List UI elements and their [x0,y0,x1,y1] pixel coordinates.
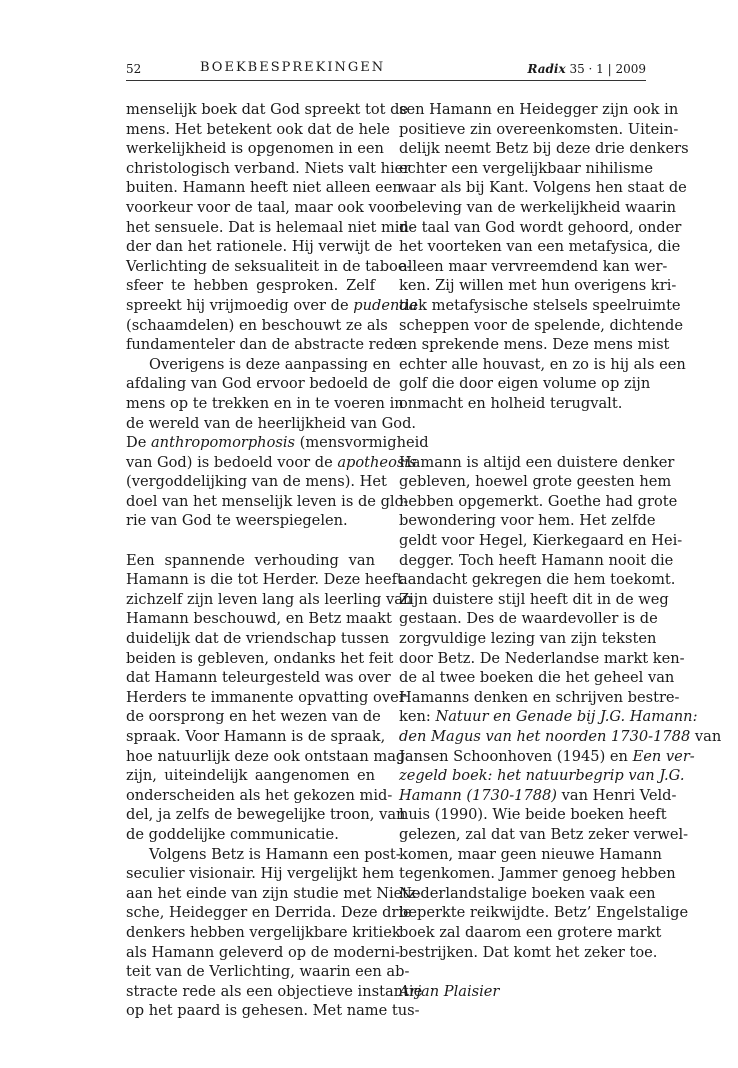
paragraph-gap [399,962,648,982]
text-line: dat Hamann teleurgesteld was over [126,669,391,687]
text-line: huis (1990). Wie beide boeken heeft [399,806,667,824]
text-line: zijn, uiteindelijk aangenomen en [126,767,375,785]
text-line: geldt voor Hegel, Kierkegaard en Hei- [399,532,683,550]
text-line: doel van het menselijk leven is de glo- [126,492,409,510]
text-line: sche, Heidegger en Derrida. Deze drie [126,904,412,922]
text-line-with-title [399,727,722,747]
text-line-with-emphasis: spreekt hij vrijmoedig over de pudenda [126,296,418,314]
text-fragment: ken: [399,708,431,726]
journal-issue: 35 · 1 | 2009 [569,62,646,76]
text-line: stracte rede als een objectieve instantie [126,982,423,1000]
text-line: Nederlandstalige boeken vaak een [399,884,656,902]
text-line: het sensuele. Dat is helemaal niet min- [126,218,414,236]
journal-info [527,62,646,76]
text-line: gelezen, zal dat van Betz zeker verwel- [399,825,689,843]
emphasis-anthropomorphosis: anthropomorphosis [150,434,296,452]
text-line: tegenkomen. Jammer genoeg hebben [399,865,676,883]
text-line: de taal van God wordt gehoord, onder [399,218,682,236]
text-line: hoe natuurlijk deze ook ontstaan mag [126,747,406,765]
text-line: komen, maar geen nieuwe Hamann [399,845,662,863]
text-line: seculier visionair. Hij vergelijkt hem [126,865,395,883]
text-line: beleving van de werkelijkheid waarin [399,198,677,216]
text-line: Hamann is altijd een duistere denker [399,453,675,471]
text-line: Hamann is die tot Herder. Deze heeft [126,571,403,589]
paragraph-gap [126,531,375,551]
text-line: buiten. Hamann heeft niet alleen een [126,179,402,197]
text-line: onmacht en holheid terugvalt. [399,394,623,412]
running-header [126,60,646,81]
text-line: christologisch verband. Niets valt hier [126,159,411,177]
text-line-with-emphasis: De anthropomorphosis (mensvormigheid [126,434,429,452]
text-line: de goddelijke communicatie. [126,825,339,843]
text-line: bestrijken. Dat komt het zeker toe. [399,943,658,961]
text-line: waar als bij Kant. Volgens hen staat de [399,179,687,197]
text-line: aan het einde van zijn studie met Nietz- [126,884,421,902]
text-line: golf die door eigen volume op zijn [399,375,651,393]
text-line: sfeer te hebben gesproken. Zelf [126,277,375,295]
left-column [126,100,429,1021]
text-line: zorgvuldige lezing van zijn teksten [399,630,657,648]
text-line: echter een vergelijkbaar nihilisme [399,159,653,177]
text-line: het voorteken van een metafysica, die [399,238,681,256]
text-line: Een spannende verhouding van [126,551,375,569]
text-line: denkers hebben vergelijkbare kritiek [126,923,401,941]
journal-name: Radix [527,62,566,76]
text-line: ken. Zij willen met hun overigens kri- [399,277,677,295]
text-line: de wereld van de heerlijkheid van God. [126,414,417,432]
text-line: aandacht gekregen die hem toekomt. [399,571,676,589]
book-title-2-part-3: Hamann (1730-1788) [399,786,558,804]
text-line: als Hamann geleverd op de moderni- [126,943,400,961]
reviewer-signature: Arjan Plaisier [399,982,500,1000]
text-line: del, ja zelfs de bewegelijke troon, van [126,806,406,824]
book-title-2-part-2: zegeld boek: het natuurbegrip van J.G. [399,767,685,785]
text-line: fundamenteler dan de abstracte rede. [126,336,407,354]
text-line: mens. Het betekent ook dat de hele [126,120,390,138]
book-title-2-part-1: Een ver- [632,747,695,765]
text-line: echter alle houvast, en zo is hij als een [399,355,686,373]
text-line: door Betz. De Nederlandse markt ken- [399,649,685,667]
text-line-with-title [399,747,695,767]
right-column [399,100,722,1001]
text-line: afdaling van God ervoor bedoeld de [126,375,391,393]
text-line-with-title [399,707,698,727]
text-line: hebben opgemerkt. Goethe had grote [399,492,678,510]
section-title: BOEKBESPREKINGEN [200,60,386,75]
text-line: bewondering voor hem. Het zelfde [399,512,656,530]
text-fragment: van [690,728,722,745]
emphasis-apotheosis: apotheosis [337,453,417,471]
text-line: spraak. Voor Hamann is de spraak, [126,728,386,745]
text-line: tiek metafysische stelsels speelruimte [399,296,681,314]
text-line: sen Hamann en Heidegger zijn ook in [399,101,679,118]
text-line: (vergoddelijking van de mens). Het [126,473,387,491]
text-line: beiden is gebleven, ondanks het feit [126,649,394,667]
text-line: de oorsprong en het wezen van de [126,708,381,726]
text-line-with-emphasis: van God) is bedoeld voor de apotheosis [126,453,417,471]
text-line: en sprekende mens. Deze mens mist [399,336,670,354]
text-line: mens op te trekken en in te voeren in [126,394,404,412]
text-line: zichzelf zijn leven lang als leerling van [126,590,413,608]
text-line: Zijn duistere stijl heeft dit in de weg [399,590,669,608]
text-line: Hamann beschouwd, en Betz maakt [126,610,392,628]
text-line-with-title [399,786,677,806]
paragraph-gap [399,414,648,434]
text-line: Overigens is deze aanpassing en [149,355,391,373]
text-line: (schaamdelen) en beschouwt ze als [126,316,388,334]
text-line: duidelijk dat de vriendschap tussen [126,630,390,648]
text-line: beperkte reikwijdte. Betz’ Engelstalige [399,904,689,922]
text-line: voorkeur voor de taal, maar ook voor [126,198,402,216]
page-number: 52 [126,62,142,76]
text-line: de al twee boeken die het geheel van [399,669,675,687]
text-line: onderscheiden als het gekozen mid- [126,786,393,804]
text-line: scheppen voor de spelende, dichtende [399,316,683,334]
text-line: Herders te immanente opvatting over [126,688,406,706]
text-line: delijk neemt Betz bij deze drie denkers [399,140,689,158]
text-line: der dan het rationele. Hij verwijt de [126,238,393,256]
text-fragment: Jansen Schoonhoven (1945) en [399,747,628,765]
book-title-1-part-2: den Magus van het noorden 1730-1788 [399,728,691,745]
emphasis-pudenda: pudenda [353,296,418,314]
text-line: alleen maar vervreemdend kan wer- [399,257,668,275]
text-line: rie van God te weerspiegelen. [126,512,348,530]
text-line: Verlichting de seksualiteit in de taboe- [126,257,412,275]
text-fragment: van Henri Veld- [557,786,677,804]
text-line: menselijk boek dat God spreekt tot de [126,101,409,118]
text-line: gestaan. Des de waardevoller is de [399,610,658,628]
paragraph-gap [399,433,648,453]
text-line: degger. Toch heeft Hamann nooit die [399,551,674,569]
text-line: op het paard is gehesen. Met name tus- [126,1002,420,1020]
text-line: boek zal daarom een grotere markt [399,923,662,941]
text-line: gebleven, hoewel grote geesten hem [399,473,672,491]
text-line: teit van de Verlichting, waarin een ab- [126,963,410,981]
text-line: werkelijkheid is opgenomen in een [126,140,384,158]
text-line: positieve zin overeenkomsten. Uitein- [399,120,679,138]
book-title-1-part-1: Natuur en Genade bij J.G. Hamann: [435,708,698,726]
text-line: Volgens Betz is Hamann een post- [149,845,401,863]
text-line: Hamanns denken en schrijven bestre- [399,688,680,706]
